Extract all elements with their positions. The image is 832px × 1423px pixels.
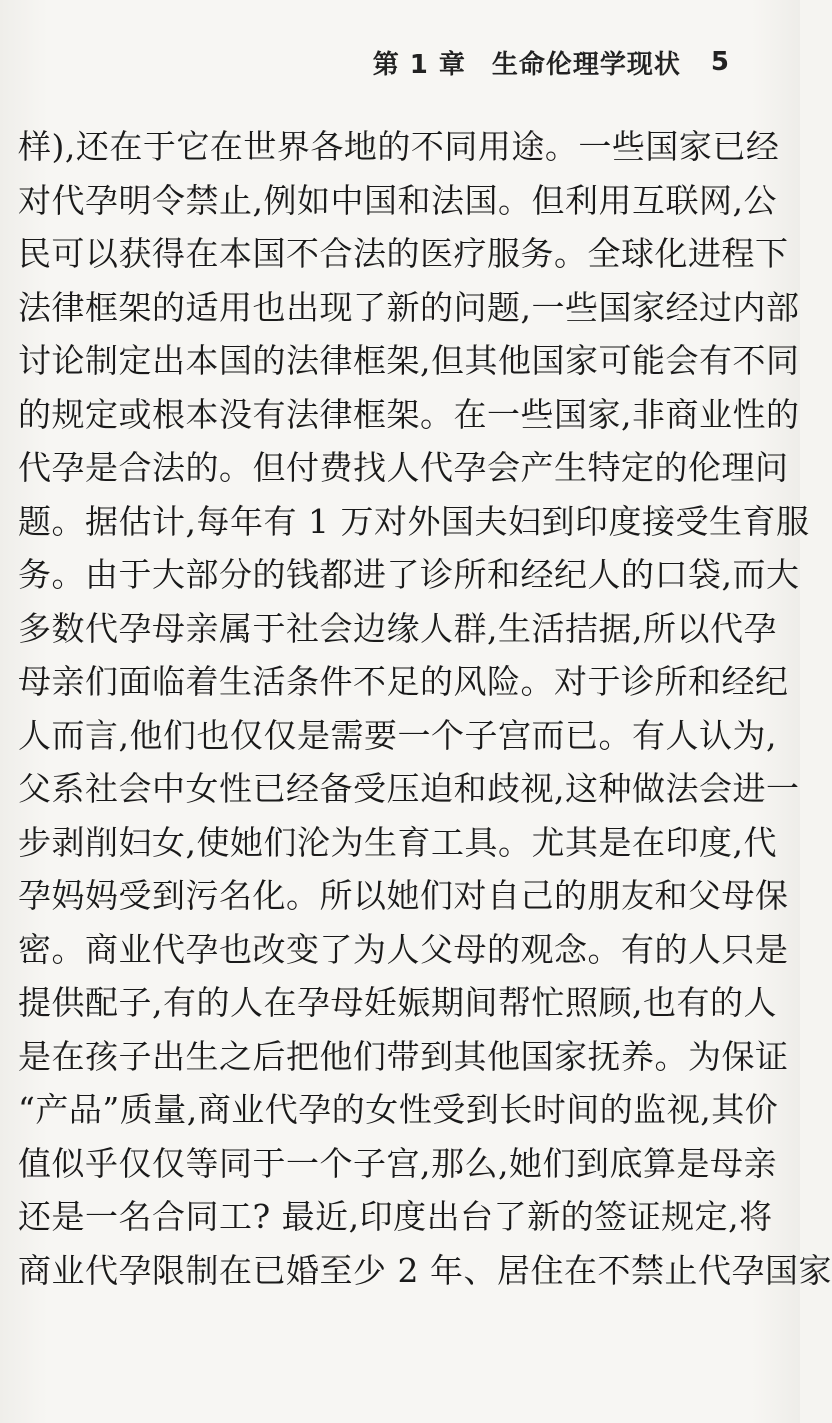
text-line: 密。商业代孕也改变了为人父母的观念。有的人只是 [18,929,789,969]
text-line: 商业代孕限制在已婚至少 2 年、居住在不禁止代孕国家 [18,1250,832,1290]
chapter-title: 生命伦理学现状 [491,49,681,80]
text-line: 题。据估计,每年有 1 万对外国夫妇到印度接受生育服 [18,501,810,541]
text-line: 务。由于大部分的钱都进了诊所和经纪人的口袋,而大 [18,555,800,594]
text-line: 还是一名合同工? 最近,印度出台了新的签证规定,将 [18,1197,773,1236]
text-line: 步剥削妇女,使她们沦为生育工具。尤其是在印度,代 [18,822,777,862]
text-line: 多数代孕母亲属于社会边缘人群,生活拮据,所以代孕 [18,608,777,648]
text-line: 提供配子,有的人在孕母妊娠期间帮忙照顾,也有的人 [18,983,777,1022]
text-line: 样),还在于它在世界各地的不同用途。一些国家已经 [18,127,780,166]
running-header [373,40,730,84]
text-line: 讨论制定出本国的法律框架,但其他国家可能会有不同 [18,341,800,380]
text-line: 值似乎仅仅等同于一个子宫,那么,她们到底算是母亲 [18,1143,777,1183]
text-line: 人而言,他们也仅仅是需要一个子宫而已。有人认为, [18,715,777,755]
text-line: 是在孩子出生之后把他们带到其他国家抚养。为保证 [18,1036,789,1076]
page-number: 5 [710,47,730,77]
text-line: 法律框架的适用也出现了新的问题,一些国家经过内部 [18,287,800,327]
text-line: 民可以获得在本国不合法的医疗服务。全球化进程下 [18,234,789,273]
text-line: 孕妈妈受到污名化。所以她们对自己的朋友和父母保 [18,876,789,915]
text-line: 母亲们面临着生活条件不足的风险。对于诊所和经纪 [18,662,789,701]
text-line: 的规定或根本没有法律框架。在一些国家,非商业性的 [18,394,800,434]
text-line: 父系社会中女性已经备受压迫和歧视,这种做法会进一 [18,769,800,808]
text-line: 对代孕明令禁止,例如中国和法国。但利用互联网,公 [18,180,777,220]
body-text [18,120,832,1297]
chapter-number: 第 1 章 [372,49,466,80]
text-line: “产品”质量,商业代孕的女性受到长时间的监视,其价 [18,1090,779,1129]
text-line: 代孕是合法的。但付费找人代孕会产生特定的伦理问 [18,448,789,487]
